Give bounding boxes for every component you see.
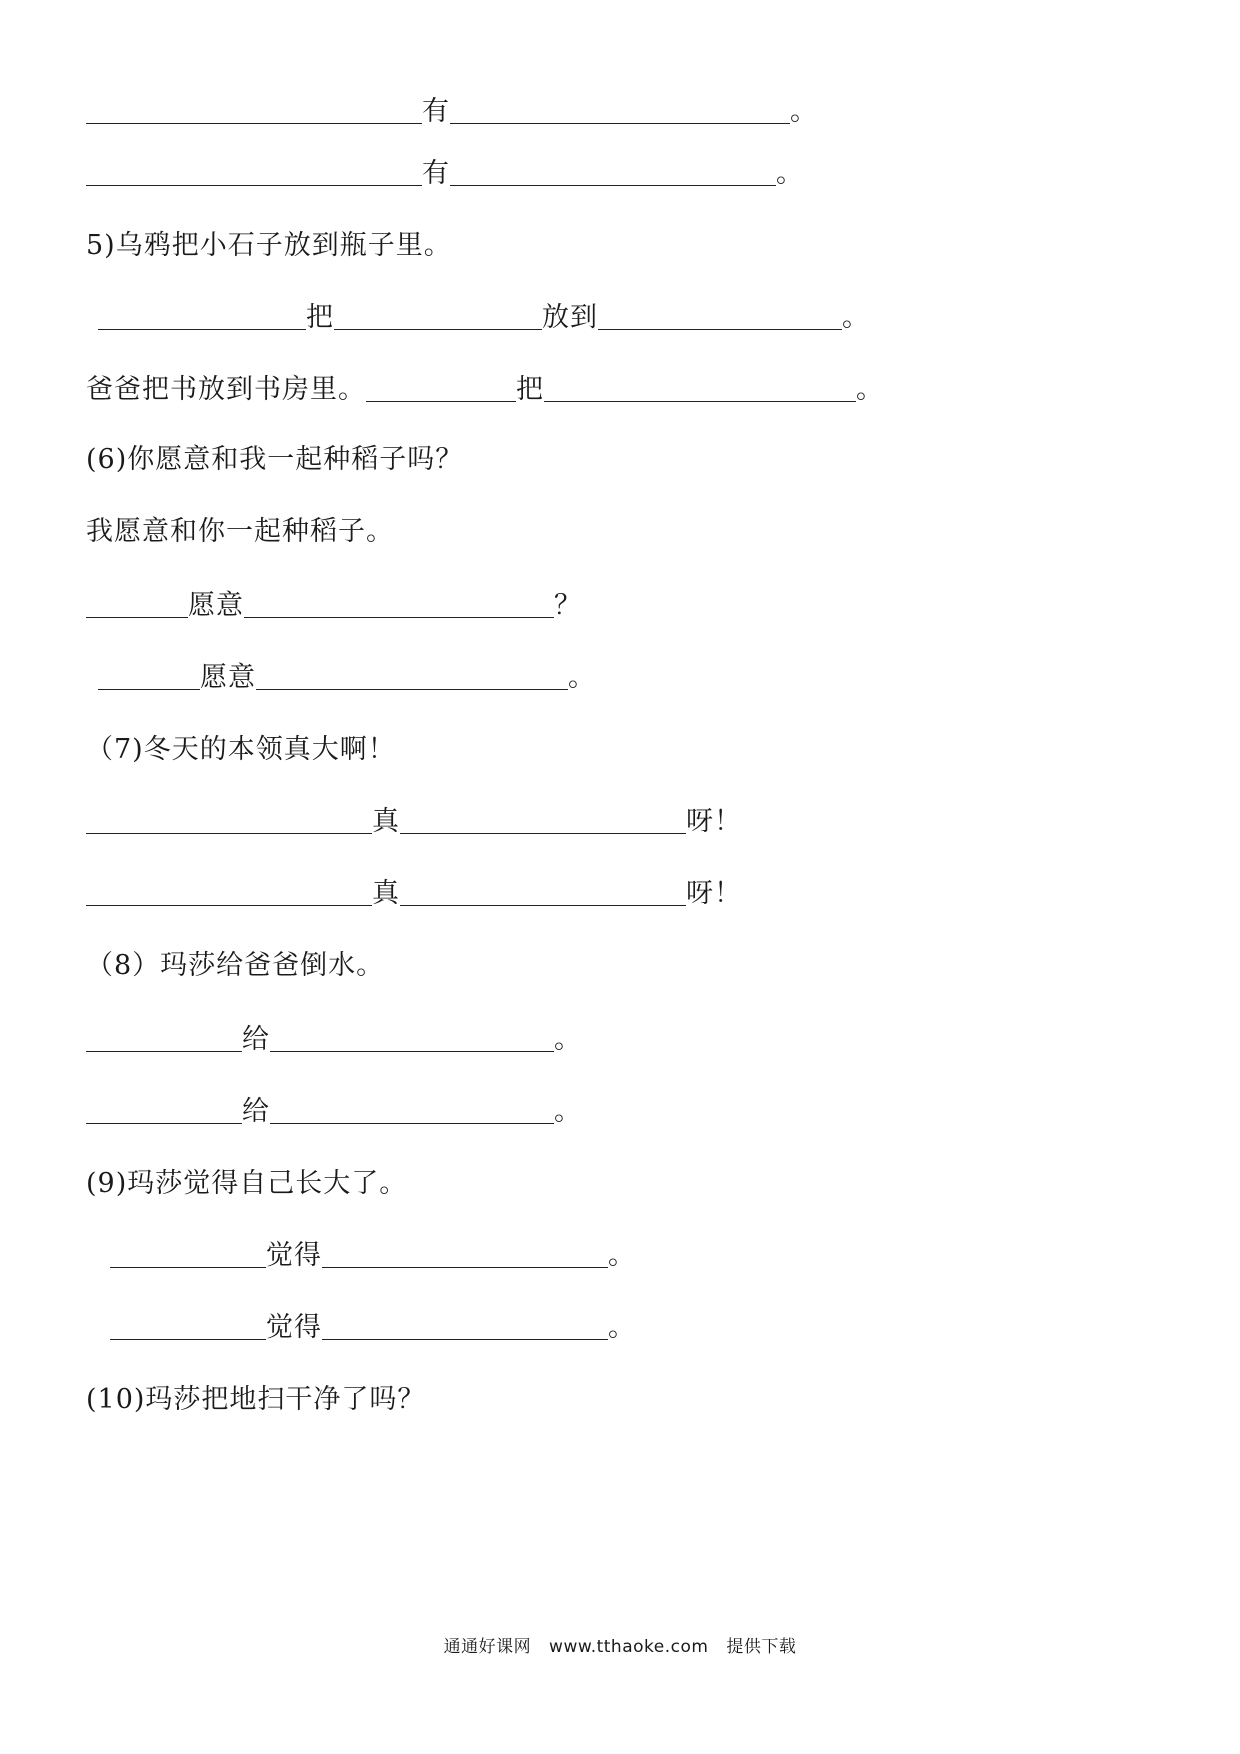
question-5: [86, 222, 452, 262]
footer-url[interactable]: www.tthaoke.com: [549, 1637, 709, 1657]
fill-line-12: [110, 1304, 636, 1344]
answer-blank[interactable]: [244, 591, 554, 618]
answer-blank[interactable]: [366, 375, 516, 402]
answer-blank[interactable]: [110, 1313, 266, 1340]
fill-line-3: [98, 294, 870, 334]
answer-blank[interactable]: [270, 1097, 554, 1124]
keyword: 把: [516, 374, 544, 405]
sentence-end: 呀！: [686, 878, 742, 909]
keyword: 放到: [542, 302, 598, 333]
question-text: （7)冬天的本领真大啊！: [86, 734, 396, 765]
fill-line-2: [86, 150, 804, 190]
keyword: 有: [422, 96, 450, 127]
answer-blank[interactable]: [98, 303, 306, 330]
example-sentence: 爸爸把书放到书房里。: [86, 374, 366, 405]
question-text: (6)你愿意和我一起种稻子吗？: [86, 444, 464, 475]
footer-note: 提供下载: [726, 1637, 797, 1657]
answer-blank[interactable]: [322, 1313, 608, 1340]
answer-blank[interactable]: [334, 303, 542, 330]
answer-blank[interactable]: [86, 591, 188, 618]
fill-line-9: [86, 1016, 582, 1056]
question-text: (10)玛莎把地扫干净了吗？: [86, 1384, 426, 1415]
question-text: （8）玛莎给爸爸倒水。: [86, 950, 385, 981]
keyword: 觉得: [266, 1312, 322, 1343]
keyword: 真: [372, 878, 400, 909]
answer-blank[interactable]: [86, 1025, 242, 1052]
keyword: 把: [306, 302, 334, 333]
answer-text: 我愿意和你一起种稻子。: [86, 516, 394, 547]
fill-line-8: [86, 870, 742, 910]
answer-blank[interactable]: [400, 807, 686, 834]
question-6: [86, 436, 463, 476]
sentence-end: 。: [842, 302, 870, 333]
fill-line-4: [86, 366, 884, 406]
sentence-end: 。: [790, 96, 818, 127]
keyword: 给: [242, 1024, 270, 1055]
keyword: 真: [372, 806, 400, 837]
footer-site-name: 通通好课网: [443, 1637, 532, 1657]
keyword: 有: [422, 158, 450, 189]
page-footer: [0, 1632, 1240, 1657]
keyword: 愿意: [188, 590, 244, 621]
answer-6: [86, 508, 394, 548]
question-text: (9)玛莎觉得自己长大了。: [86, 1168, 408, 1199]
question-9: [86, 1160, 407, 1200]
sentence-end: 。: [608, 1240, 636, 1271]
sentence-end: 。: [554, 1096, 582, 1127]
answer-blank[interactable]: [86, 879, 372, 906]
keyword: 愿意: [200, 662, 256, 693]
keyword: 给: [242, 1096, 270, 1127]
answer-blank[interactable]: [544, 375, 856, 402]
sentence-end: 。: [568, 662, 596, 693]
answer-blank[interactable]: [270, 1025, 554, 1052]
sentence-end: 呀！: [686, 806, 742, 837]
fill-line-11: [110, 1232, 636, 1272]
fill-line-1: [86, 88, 818, 128]
answer-blank[interactable]: [98, 663, 200, 690]
sentence-end: ？: [554, 590, 582, 621]
question-8: [86, 942, 384, 982]
question-10: [86, 1376, 425, 1416]
fill-line-6: [98, 654, 596, 694]
answer-blank[interactable]: [256, 663, 568, 690]
fill-line-5: [86, 582, 582, 622]
fill-line-7: [86, 798, 742, 838]
answer-blank[interactable]: [322, 1241, 608, 1268]
question-text: 5)乌鸦把小石子放到瓶子里。: [86, 230, 452, 261]
answer-blank[interactable]: [450, 97, 790, 124]
answer-blank[interactable]: [86, 97, 422, 124]
answer-blank[interactable]: [400, 879, 686, 906]
fill-line-10: [86, 1088, 582, 1128]
question-7: [86, 726, 396, 766]
sentence-end: 。: [554, 1024, 582, 1055]
answer-blank[interactable]: [86, 1097, 242, 1124]
sentence-end: 。: [776, 158, 804, 189]
answer-blank[interactable]: [86, 159, 422, 186]
answer-blank[interactable]: [110, 1241, 266, 1268]
keyword: 觉得: [266, 1240, 322, 1271]
answer-blank[interactable]: [598, 303, 842, 330]
answer-blank[interactable]: [86, 807, 372, 834]
sentence-end: 。: [856, 374, 884, 405]
answer-blank[interactable]: [450, 159, 776, 186]
sentence-end: 。: [608, 1312, 636, 1343]
